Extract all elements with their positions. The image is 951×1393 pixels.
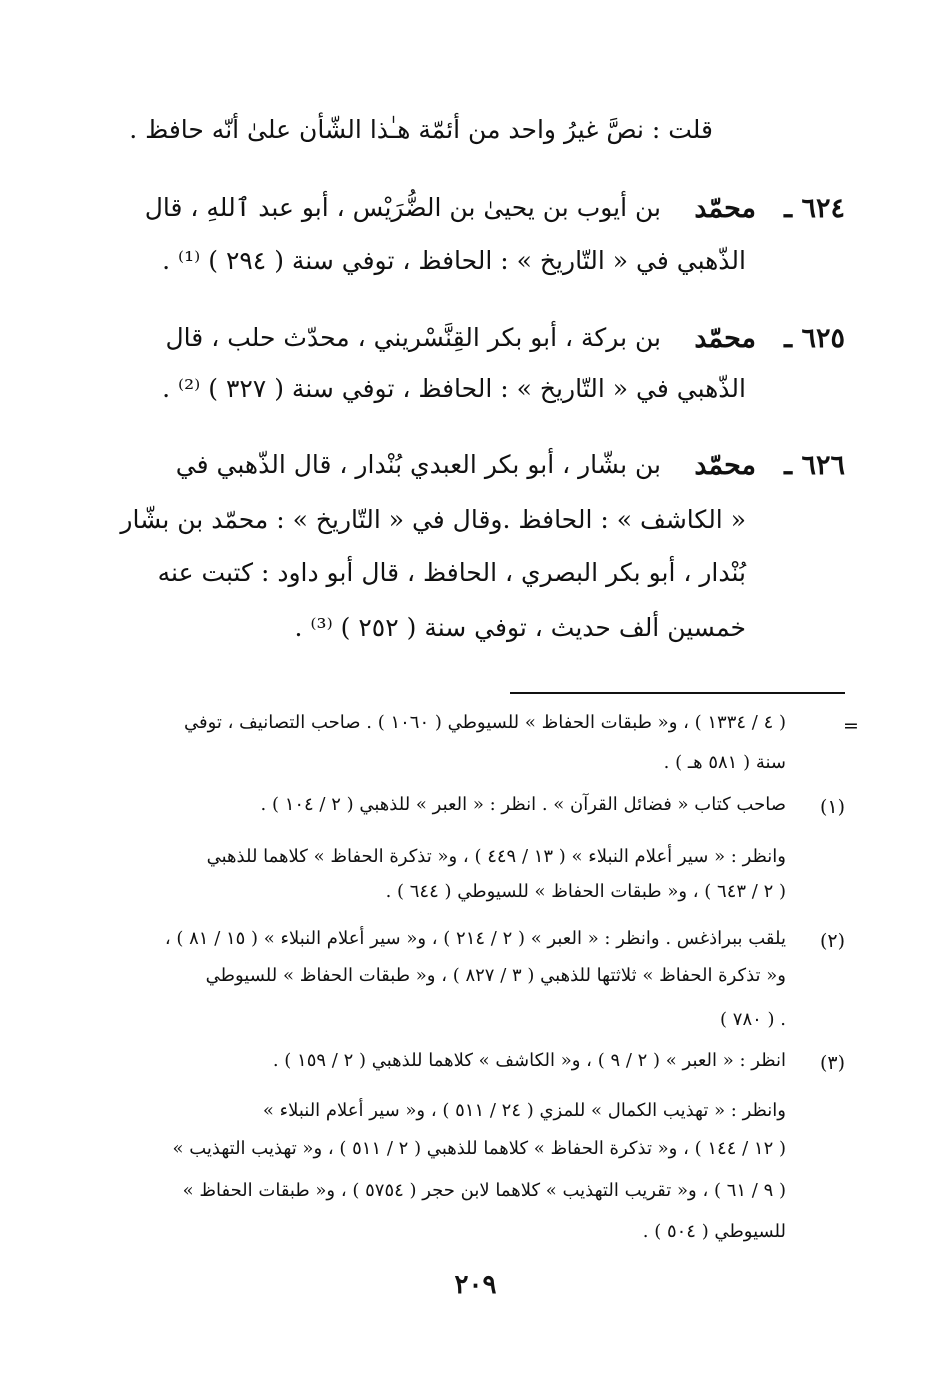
- entry-text-line: بن بشّار ، أبو بكر العبدي بُنْدار ، قال الذّهبي في: [175, 450, 661, 479]
- entry-text-line: بُنْدار ، أبو بكر البصري ، الحافظ ، قال أبو داود : كتبت عنه: [157, 558, 746, 587]
- entry-text-line: خمسين ألف حديث ، توفي سنة ( ٢٥٢ ) ⁽³⁾ .: [294, 613, 746, 642]
- footnote-line: ( ١٢ / ١٤٤ ) ، و« تذكرة الحفاظ » كلاهما للذهبي ( ٢ / ٥١١ ) ، و« تهذيب التهذيب »: [172, 1138, 786, 1159]
- footnote-line: وانظر : « تهذيب الكمال » للمزي ( ٢٤ / ٥١١ ) ، و« سير أعلام النبلاء »: [262, 1100, 786, 1121]
- entry-name: محمّد: [694, 450, 756, 481]
- footnote-number: (٣): [819, 1052, 845, 1074]
- footnote-separator: [510, 692, 845, 694]
- footnote-line: ( ٢ / ٦٤٣ ) ، و« طبقات الحفاظ » للسيوطي ( ٦٤٤ ) .: [385, 881, 786, 902]
- entry-text-line: بن أيوب بن يحيىٰ بن الضُّرَيْس ، أبو عبد ٱللهِ ، قال: [144, 193, 661, 222]
- intro-line: قلت : نصَّ غيرُ واحد من أئمّة هـٰذا الشّأن علىٰ أنّه حافظ .: [129, 115, 713, 144]
- entry-number: ٦٢٥ ـ: [784, 323, 845, 354]
- footnote-line: انظر : « العبر » ( ٢ / ٩ ) ، و« الكاشف » كلاهما للذهبي ( ٢ / ١٥٩ ) .: [272, 1050, 786, 1071]
- footnote-line: للسيوطي ( ٥٠٤ ) .: [642, 1221, 786, 1242]
- page-number: ٢٠٩: [454, 1270, 497, 1300]
- entry-text-line: الذّهبي في « التّاريخ » : الحافظ ، توفي سنة ( ٣٢٧ ) ⁽²⁾ .: [162, 374, 746, 403]
- footnote-number: (١): [819, 796, 845, 818]
- footnote-number: (٢): [819, 930, 845, 952]
- footnote-line: ( ٧٨٠ ) .: [720, 1009, 786, 1030]
- continuation-mark: =: [843, 715, 859, 737]
- entry-name: محمّد: [694, 323, 756, 354]
- entry-number: ٦٢٦ ـ: [784, 450, 845, 481]
- entry-text-line: بن بركة ، أبو بكر القِنَّسْريني ، محدّث حلب ، قال: [165, 323, 661, 352]
- footnote-line: سنة ( ٥٨١ هـ ) .: [663, 752, 786, 773]
- entry-text-line: « الكاشف » : الحافظ .وقال في « التّاريخ » : محمّد بن بشّار: [120, 505, 746, 534]
- footnote-line: و« تذكرة الحفاظ » ثلاثتها للذهبي ( ٣ / ٨٢٧ ) ، و« طبقات الحفاظ » للسيوطي: [205, 965, 786, 986]
- footnote-line: ( ٤ / ١٣٣٤ ) ، و« طبقات الحفاظ » للسيوطي ( ١٠٦٠ ) . صاحب التصانيف ، توفي: [183, 712, 786, 733]
- entry-number: ٦٢٤ ـ: [784, 193, 845, 224]
- footnote-line: صاحب كتاب « فضائل القرآن » . انظر : « العبر » للذهبي ( ٢ / ١٠٤ ) .: [260, 794, 786, 815]
- entry-text-line: الذّهبي في « التّاريخ » : الحافظ ، توفي سنة ( ٢٩٤ ) ⁽¹⁾ .: [162, 246, 746, 275]
- entry-name: محمّد: [694, 193, 756, 224]
- footnote-line: ( ٩ / ٦١ ) ، و« تقريب التهذيب » كلاهما لابن حجر ( ٥٧٥٤ ) ، و« طبقات الحفاظ »: [182, 1180, 786, 1201]
- footnote-line: يلقب ببراذغس . وانظر : « العبر » ( ٢ / ٢١٤ ) ، و« سير أعلام النبلاء » ( ١٥ / ٨١ ) ،: [164, 928, 786, 949]
- footnote-line: وانظر : « سير أعلام النبلاء » ( ١٣ / ٤٤٩ ) ، و« تذكرة الحفاظ » كلاهما للذهبي: [206, 846, 786, 867]
